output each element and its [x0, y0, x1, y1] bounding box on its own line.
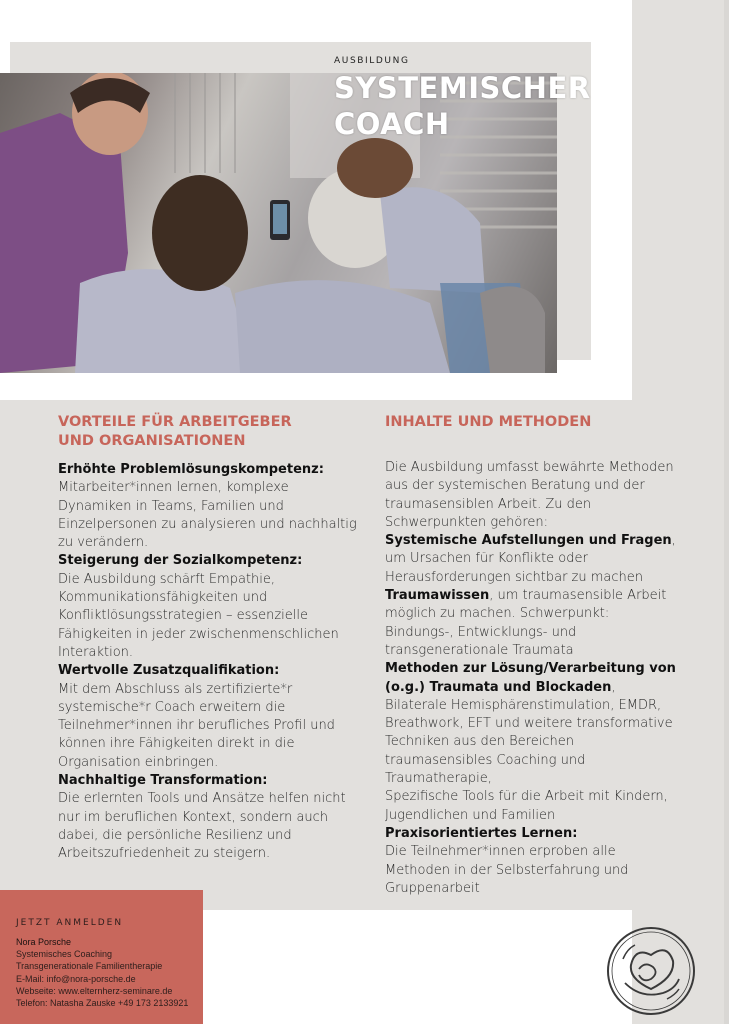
item-text: , um Ursachen für Konflikte oder Herausforderungen sichtbar zu machen [385, 533, 676, 585]
section-text: Mitarbeiter*innen lernen, komplexe Dynamiken in Teams, Familien und Einzelpersonen zu analysieren und nachhaltig zu verändern. [58, 480, 357, 551]
section-title: Wertvolle Zusatzqualifikation: [58, 663, 280, 679]
item-text: , Bilaterale Hemisphärenstimulation, EMDR, Breathwork, EFT und weitere transformative Techniken aus den Bereichen traumasensibles Coaching und Traumatherapie, [385, 679, 673, 787]
section-title: Erhöhte Problemlösungskompetenz: [58, 462, 324, 477]
contact-name: Nora Porsche [16, 937, 72, 947]
section-title: Steigerung der Sozialkompetenz: [58, 553, 303, 569]
left-heading-line-1: VORTEILE FÜR ARBEITGEBER [58, 414, 292, 430]
content-item [385, 660, 680, 788]
section-title: Nachhaltige Transformation: [58, 773, 268, 789]
background-edge-right [724, 0, 729, 1024]
right-column-heading: INHALTE UND METHODEN [385, 414, 592, 430]
content-item [385, 532, 680, 587]
item-title: Praxisorientiertes Lernen: [385, 825, 578, 841]
section-text: Mit dem Abschluss als zertifizierte*r systemische*r Coach erweitern die Teilnehmer*innen ihr berufliches Profil und können ihre Fähigkeiten direkt in die Organisation einbringen. [58, 681, 335, 770]
content-item [385, 587, 680, 660]
contact-website[interactable]: Webseite: www.elternherz-seminare.de [16, 985, 173, 996]
title-line-2: COACH [334, 107, 450, 141]
item-title: Traumawissen [385, 588, 490, 604]
section-text: Die Ausbildung schärft Empathie, Kommunikationsfähigkeiten und Konfliktlösungsstrategien – essenzielle Fähigkeiten in jeder zwischenmenschlichen Interaktion. [58, 571, 339, 660]
kicker-label: AUSBILDUNG [334, 56, 410, 66]
item-text: , um traumasensible Arbeit möglich zu machen. Schwerpunkt: Bindungs-, Entwicklungs- und transgenerationale Traumata [385, 588, 667, 658]
item-text: Die Teilnehmer*innen erproben alle Methoden in der Selbsterfahrung und Gruppenarbeit [385, 844, 629, 896]
left-column-heading [58, 413, 292, 451]
intro-text: Die Ausbildung umfasst bewährte Methoden aus der systemischen Beratung und der traumasensiblen Arbeit. Zu den Schwerpunkten gehören: [385, 460, 674, 530]
contact-box [0, 890, 203, 1024]
contact-email[interactable]: E-Mail: info@nora-porsche.de [16, 973, 136, 984]
item-title: Systemische Aufstellungen und Fragen [385, 533, 672, 549]
title-line-1: SYSTEMISCHER [334, 71, 591, 105]
item-title: Methoden zur Lösung/Verarbeitung von (o.g.) Traumata und Blockaden [385, 661, 676, 695]
contact-details [16, 936, 188, 1009]
left-column-body [58, 461, 358, 864]
page-title [334, 70, 591, 142]
elternherz-logo-icon [605, 925, 697, 1017]
left-heading-line-2: UND ORGANISATIONEN [58, 433, 246, 449]
contact-line-2: Transgenerationale Familientherapie [16, 961, 163, 972]
section-text: Die erlernten Tools und Ansätze helfen nicht nur im beruflichen Kontext, sondern auch dabei, die persönliche Resilienz und Arbeitszufriedenheit zu steigern. [58, 791, 346, 862]
content-item-text: Spezifische Tools für die Arbeit mit Kindern, Jugendlichen und Familien [385, 789, 668, 823]
contact-line-1: Systemisches Coaching [16, 949, 113, 960]
right-column-body [385, 459, 680, 898]
contact-phone[interactable]: Telefon: Natasha Zauske +49 173 2133921 [16, 998, 189, 1009]
logo-graphic [605, 925, 697, 1017]
register-cta[interactable]: JETZT ANMELDEN [16, 918, 124, 928]
